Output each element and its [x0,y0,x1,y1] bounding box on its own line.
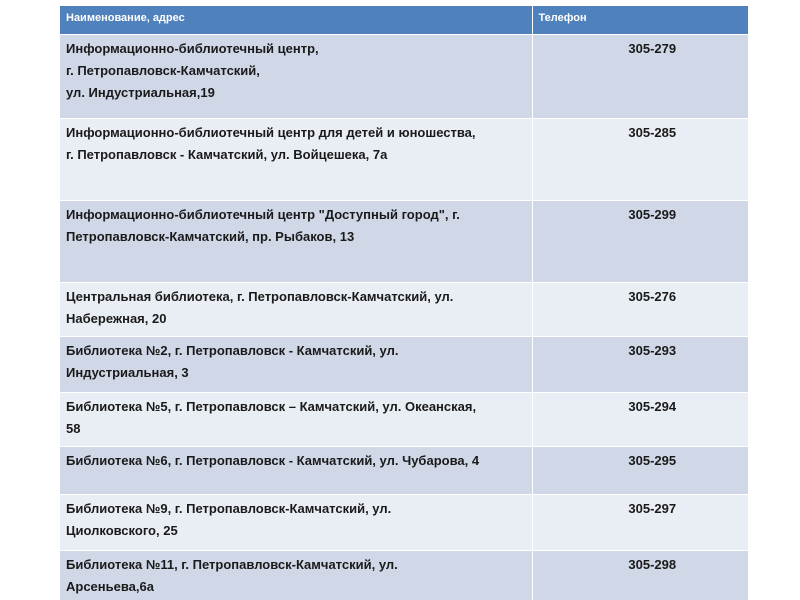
row-name-cell [60,201,532,283]
row-name-cell [60,447,532,495]
table-row [60,283,748,337]
phone-cell: 305-294 [532,393,748,447]
library-name-address: Библиотека №9, г. Петропавловск-Камчатский, ул. Циолковского, 25 [66,501,392,538]
phone-cell: 305-295 [532,447,748,495]
table-row [60,201,748,283]
library-name-address: Информационно-библиотечный центр "Доступный город", г. Петропавловск-Камчатский, пр. Рыбаков, 13 [66,207,460,244]
table-row [60,337,748,393]
library-name-address: Библиотека №11, г. Петропавловск-Камчатский, ул. Арсеньева,6а [66,557,398,594]
library-name-address: Центральная библиотека, г. Петропавловск-Камчатский, ул. Набережная, 20 [66,289,454,326]
table-row [60,495,748,551]
table-header-row [60,6,748,35]
table-row [60,393,748,447]
library-name-address: Информационно-библиотечный центр для детей и юношества, г. Петропавловск - Камчатский, ул. Войцешека, 7а [66,125,476,162]
header-name-address: Наименование, адрес [60,6,532,35]
library-name-address: Библиотека №6, г. Петропавловск - Камчатский, ул. Чубарова, 4 [66,453,480,468]
phone-cell: 305-297 [532,495,748,551]
phone-cell: 305-299 [532,201,748,283]
phone-cell: 305-293 [532,337,748,393]
row-name-cell [60,551,532,600]
table-row [60,119,748,201]
header-phone: Телефон [532,6,748,35]
phone-cell: 305-285 [532,119,748,201]
row-name-cell [60,337,532,393]
table-row [60,551,748,600]
row-name-cell [60,393,532,447]
row-name-cell [60,495,532,551]
row-name-cell [60,283,532,337]
phone-cell: 305-276 [532,283,748,337]
row-name-cell [60,119,532,201]
library-table [60,6,748,600]
library-name-address: Библиотека №2, г. Петропавловск - Камчатский, ул. Индустриальная, 3 [66,343,399,380]
library-name-address: Библиотека №5, г. Петропавловск – Камчатский, ул. Океанская, 58 [66,399,477,436]
phone-cell: 305-279 [532,35,748,119]
table-row [60,447,748,495]
row-name-cell [60,35,532,119]
library-name-address: Информационно-библиотечный центр, г. Петропавловск-Камчатский, ул. Индустриальная,19 [66,41,319,100]
table-row [60,35,748,119]
phone-cell: 305-298 [532,551,748,600]
